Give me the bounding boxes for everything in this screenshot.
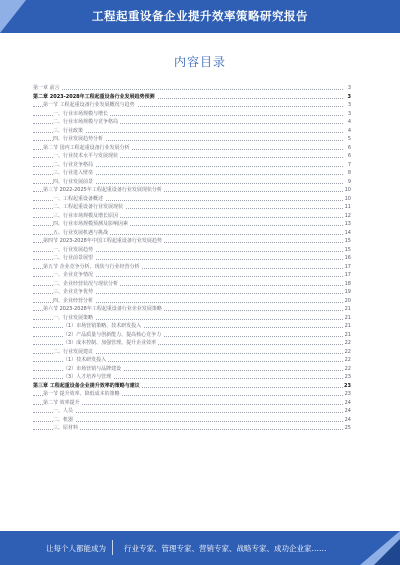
toc-entry-page: 3: [343, 93, 351, 102]
toc-entry-label: 一、行业市场规模与增长: [53, 110, 109, 117]
toc-entry-page: 22: [344, 348, 351, 355]
toc-entry-page: 15: [344, 238, 351, 244]
toc-entry-label: 二、行业市场规模与竞争格局: [53, 119, 119, 125]
toc-entry-label: 一、企业竞争情况: [53, 272, 94, 278]
toc-entry-label: 第六节 2023-2028年工程起重设备行业企业发展策略: [43, 306, 162, 312]
toc-entry-page: 22: [344, 357, 351, 363]
toc-entry[interactable]: [33, 339, 351, 348]
toc-entry[interactable]: [33, 93, 351, 102]
toc-entry-page: 24: [344, 408, 351, 414]
toc-entry-label: 三、行业进入壁垒: [53, 170, 94, 176]
toc-entry-page: 15: [344, 246, 351, 253]
toc-entry-page: 23: [344, 382, 351, 389]
toc-entry[interactable]: [33, 212, 351, 221]
toc-entry[interactable]: [33, 390, 351, 399]
toc-entry[interactable]: [33, 220, 351, 229]
toc-entry-page: 23: [344, 374, 351, 380]
toc-entry[interactable]: [33, 135, 351, 144]
toc-entry-label: （3）成本控制、加强管理、提升企业效率: [63, 340, 157, 346]
toc-entry-page: 19: [344, 289, 351, 295]
toc-entry[interactable]: [33, 203, 351, 212]
toc-entry-label: 第五节 企业竞争分析、现状与行业经营分析: [43, 263, 140, 270]
toc-entry-label: 二、行业竞争格局: [53, 161, 94, 168]
toc-entry-label: 二、行业前景展望: [53, 255, 94, 261]
toc-entry-page: 10: [344, 195, 351, 202]
toc-leader-dots: [33, 89, 343, 90]
footer-slogan: 让每个人都能成为: [46, 544, 106, 553]
toc-leader-dots: [33, 412, 343, 413]
toc-entry-page: 5: [343, 135, 351, 144]
toc-entry-page: 10: [344, 187, 351, 193]
toc-entry[interactable]: [33, 399, 351, 408]
toc-entry-page: 4: [343, 118, 351, 127]
toc-entry-page: 3: [343, 84, 351, 93]
footer-divider: [112, 540, 113, 555]
toc-entry-page: 16: [344, 255, 351, 261]
toc-entry-page: 7: [343, 161, 351, 170]
toc-entry-page: 17: [344, 263, 351, 270]
toc-entry[interactable]: [33, 348, 351, 357]
toc-entry[interactable]: [33, 110, 351, 119]
toc-entry-page: 21: [344, 314, 351, 321]
toc-entry-label: 第二章 2023-2028年工程起重设备行业发展趋势预测: [33, 93, 155, 100]
toc-entry-label: 四、行业发展前景: [53, 178, 94, 185]
toc-entry[interactable]: [33, 280, 351, 289]
toc-entry-label: 二、机器: [53, 416, 74, 423]
toc-entry-label: （1）市场营销策略、技术研发投入: [63, 323, 142, 329]
toc-entry[interactable]: [33, 144, 351, 153]
toc-entry[interactable]: [33, 382, 351, 391]
toc-entry[interactable]: [33, 271, 351, 280]
toc-entry-page: 4: [343, 127, 351, 136]
toc-entry-label: （1）技术研发投入: [63, 357, 107, 363]
toc-entry-page: 20: [344, 297, 351, 304]
toc-entry[interactable]: [33, 365, 351, 374]
toc-entry-page: 9: [343, 178, 351, 187]
toc-entry-page: 11: [344, 204, 351, 210]
toc-entry-label: 三、原材料: [53, 425, 79, 431]
toc-entry-label: 二、行业发展建议: [53, 348, 94, 355]
toc-entry-label: 一、工程起重设备概述: [53, 195, 104, 202]
footer-corner-dark: [374, 539, 400, 565]
toc-entry[interactable]: [33, 322, 351, 331]
toc-entry[interactable]: [33, 178, 351, 187]
toc-entry[interactable]: [33, 331, 351, 340]
toc-entry[interactable]: [33, 118, 351, 127]
table-of-contents: [33, 84, 351, 433]
toc-entry[interactable]: [33, 84, 351, 93]
toc-entry-page: 17: [344, 272, 351, 278]
toc-entry-page: 24: [344, 399, 351, 406]
toc-entry-page: 13: [344, 221, 351, 227]
toc-entry-page: 23: [344, 391, 351, 397]
toc-entry[interactable]: [33, 101, 351, 110]
toc-leader-dots: [33, 421, 343, 422]
toc-entry-label: （2）产品质量与创新能力、提高核心竞争力: [63, 331, 162, 338]
toc-entry-page: 18: [344, 280, 351, 287]
toc-entry-label: 四、企业经营分析: [53, 297, 94, 304]
toc-entry-label: （3）人才培养与管理: [63, 374, 112, 380]
report-title: 工程起重设备企业提升效率策略研究报告: [92, 9, 308, 23]
toc-entry[interactable]: [33, 152, 351, 161]
toc-entry[interactable]: [33, 161, 351, 170]
toc-entry[interactable]: [33, 305, 351, 314]
toc-entry-page: 24: [344, 416, 351, 423]
toc-entry-label: 四、行业市场规模预测及影响因素: [53, 221, 129, 227]
toc-entry-label: 第一节 提升效率、降低成本的策略: [43, 391, 120, 397]
footer-roles: 行业专家、管理专家、营销专家、战略专家、成功企业家……: [124, 544, 327, 553]
toc-entry-page: 8: [343, 169, 351, 178]
toc-entry-label: 第二节 国内工程起重设备行业发展分析: [43, 144, 130, 151]
toc-entry-page: 6: [343, 152, 351, 161]
toc-entry[interactable]: [33, 373, 351, 382]
toc-entry-label: 二、企业经营状况与现状分析: [53, 280, 119, 287]
page-footer: [0, 531, 400, 565]
toc-entry-label: 第三章 工程起重设备企业提升效率的策略与建议: [33, 382, 140, 389]
toc-entry-page: 22: [344, 340, 351, 346]
toc-entry[interactable]: [33, 356, 351, 365]
toc-entry[interactable]: [33, 229, 351, 238]
toc-entry-label: （2）市场营销与品牌建设: [63, 365, 122, 372]
toc-entry[interactable]: [33, 195, 351, 204]
toc-entry[interactable]: [33, 297, 351, 306]
toc-entry-page: 6: [343, 144, 351, 153]
toc-entry[interactable]: [33, 314, 351, 323]
toc-entry-label: 一、行业发展策略: [53, 314, 94, 321]
toc-entry-page: 3: [343, 110, 351, 119]
toc-entry-label: 三、企业竞争优势: [53, 289, 94, 295]
toc-entry-page: 3: [343, 101, 351, 110]
toc-entry[interactable]: [33, 416, 351, 425]
toc-entry-label: 三、行业政策: [53, 127, 84, 134]
toc-entry-label: 三、行业市场规模及增长原因: [53, 212, 119, 219]
toc-entry[interactable]: [33, 169, 351, 178]
toc-entry[interactable]: [33, 424, 351, 433]
toc-entry-page: 12: [344, 212, 351, 219]
toc-entry-page: 22: [344, 365, 351, 372]
toc-entry-label: 一、行业技术水平与发展现状: [53, 153, 119, 159]
toc-entry-label: 第一章 前言: [33, 85, 60, 91]
toc-entry-label: 第一节 工程起重设备行业发展概况与趋势: [43, 102, 135, 108]
toc-entry-page: 21: [344, 323, 351, 329]
toc-entry-page: 14: [344, 229, 351, 236]
toc-entry-page: 21: [344, 331, 351, 338]
toc-entry[interactable]: [33, 407, 351, 416]
toc-entry[interactable]: [33, 288, 351, 297]
toc-entry-label: 第四节 2023-2028年中国工程起重设备行业发展趋势: [43, 238, 162, 244]
toc-entry[interactable]: [33, 127, 351, 136]
page-header: [0, 0, 400, 33]
toc-entry-page: 25: [344, 425, 351, 431]
toc-entry-label: 第三节 2022-2025年工程起重设备行业发展现状分析: [43, 187, 162, 193]
toc-entry-label: 四、行业发展趋势分析: [53, 136, 104, 142]
toc-entry[interactable]: [33, 237, 351, 246]
toc-entry[interactable]: [33, 186, 351, 195]
toc-heading: 内容目录: [173, 55, 226, 69]
toc-entry[interactable]: [33, 246, 351, 255]
toc-entry-label: 第二节 效率提升: [43, 399, 80, 406]
toc-entry-label: 一、人员: [53, 408, 74, 414]
toc-entry-label: 二、工程起重设备行业发展现状: [53, 204, 124, 210]
toc-entry-label: 五、行业发展机遇与挑战: [53, 229, 109, 236]
toc-entry-label: 一、行业发展趋势: [53, 246, 94, 253]
toc-entry[interactable]: [33, 263, 351, 272]
toc-entry[interactable]: [33, 254, 351, 263]
toc-entry-page: 21: [344, 306, 351, 312]
